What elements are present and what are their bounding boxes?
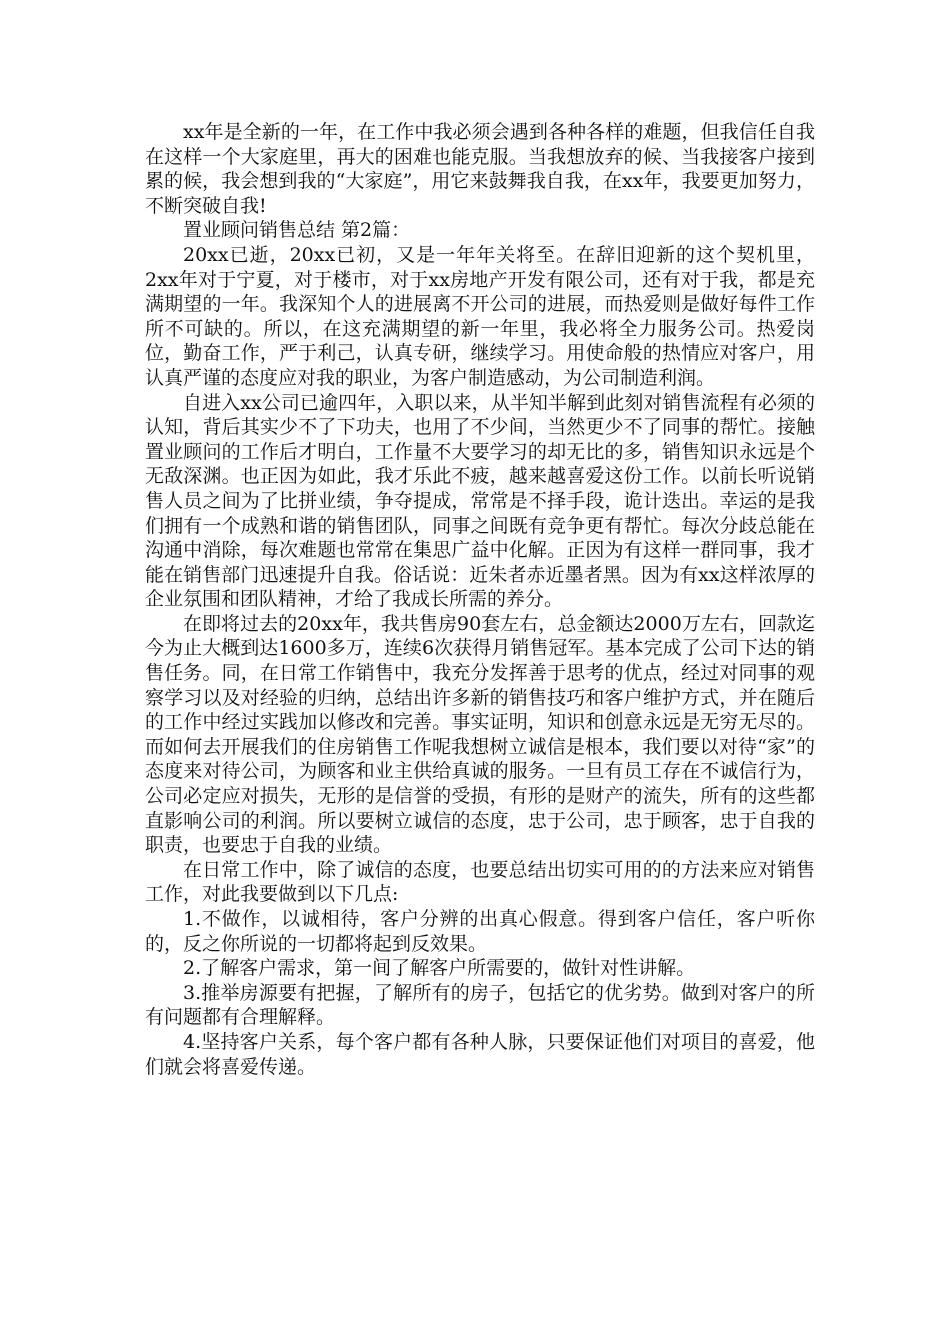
paragraph-new-year: 20xx已逝，20xx已初，又是一年年关将至。在辞旧迎新的这个契机里，2xx年对于宁夏，对于楼市，对于xx房地产开发有限公司，还有对于我，都是充满期望的一年。我深知个人的进展离不开公司的进展，而热爱则是做好每件工作所不可缺的。所以，在这充满期望的新一年里，我必将全力服务公司。热爱岗位，勤奋工作，严于利己，认真专研，继续学习。用使命般的热情应对客户，用认真严谨的态度应对我的职业，为客户制造感动，为公司制造利润。 (145, 243, 815, 389)
paragraph-intro-conclusion: xx年是全新的一年，在工作中我必须会遇到各种各样的难题，但我信任自我在这样一个大家庭里，再大的困难也能克服。当我想放弃的候、当我接客户接到累的候，我会想到我的“大家庭”，用它来鼓舞我自我，在xx年，我要更加努力，不断突破自我! (145, 121, 815, 217)
document-body (145, 120, 815, 1079)
section-heading: 置业顾问销售总结 第2篇： (183, 219, 411, 242)
list-item-3: 3.推举房源要有把握，了解所有的房子，包括它的优劣势。做到对客户的所有问题都有合理解释。 (145, 981, 815, 1029)
list-item-4: 4.坚持客户关系，每个客户都有各种人脉，只要保证他们对项目的喜爱，他们就会将喜爱传递。 (145, 1030, 815, 1078)
paragraph-methods-intro: 在日常工作中，除了诚信的态度，也要总结出切实可用的的方法来应对销售工作，对此我要做到以下几点: (145, 858, 815, 906)
paragraph-four-years: 自进入xx公司已逾四年，入职以来，从半知半解到此刻对销售流程有必须的认知，背后其实少不了下功夫，也用了不少间，当然更少不了同事的帮忙。接触置业顾问的工作后才明白，工作量不大要学习的却无比的多，销售知识永远是个无敌深渊。也正因为如此，我才乐此不疲，越来越喜爱这份工作。以前长听说销售人员之间为了比拼业绩，争夺提成，常常是不择手段，诡计迭出。幸运的是我们拥有一个成熟和谐的销售团队，同事之间既有竞争更有帮忙。每次分歧总能在沟通中消除，每次难题也常常在集思广益中化解。正因为有这样一群同事，我才能在销售部门迅速提升自我。俗话说：近朱者赤近墨者黑。因为有xx这样浓厚的企业氛围和团队精神，才给了我成长所需的养分。 (145, 391, 815, 611)
paragraph-sales-results: 在即将过去的20xx年，我共售房90套左右，总金额达2000万左右，回款迄今为止大概到达1600多万，连续6次获得月销售冠军。基本完成了公司下达的销售任务。同，在日常工作销售中，我充分发挥善于思考的优点，经过对同事的观察学习以及对经验的归纳，总结出许多新的销售技巧和客户维护方式，并在随后的工作中经过实践加以修改和完善。事实证明，知识和创意永远是无穷无尽的。而如何去开展我们的住房销售工作呢我想树立诚信是根本，我们要以对待“家”的态度来对待公司，为顾客和业主供给真诚的服务。一旦有员工存在不诚信行为，公司必定应对损失，无形的是信誉的受损，有形的是财产的流失，所有的这些都直影响公司的利润。所以要树立诚信的态度，忠于公司，忠于顾客，忠于自我的职责，也要忠于自我的业绩。 (145, 612, 815, 857)
list-item-2: 2.了解客户需求，第一间了解客户所需要的，做针对性讲解。 (183, 957, 696, 980)
list-item-1: 1.不做作，以诚相待，客户分辨的出真心假意。得到客户信任，客户听你的，反之你所说的一切都将起到反效果。 (145, 908, 815, 955)
